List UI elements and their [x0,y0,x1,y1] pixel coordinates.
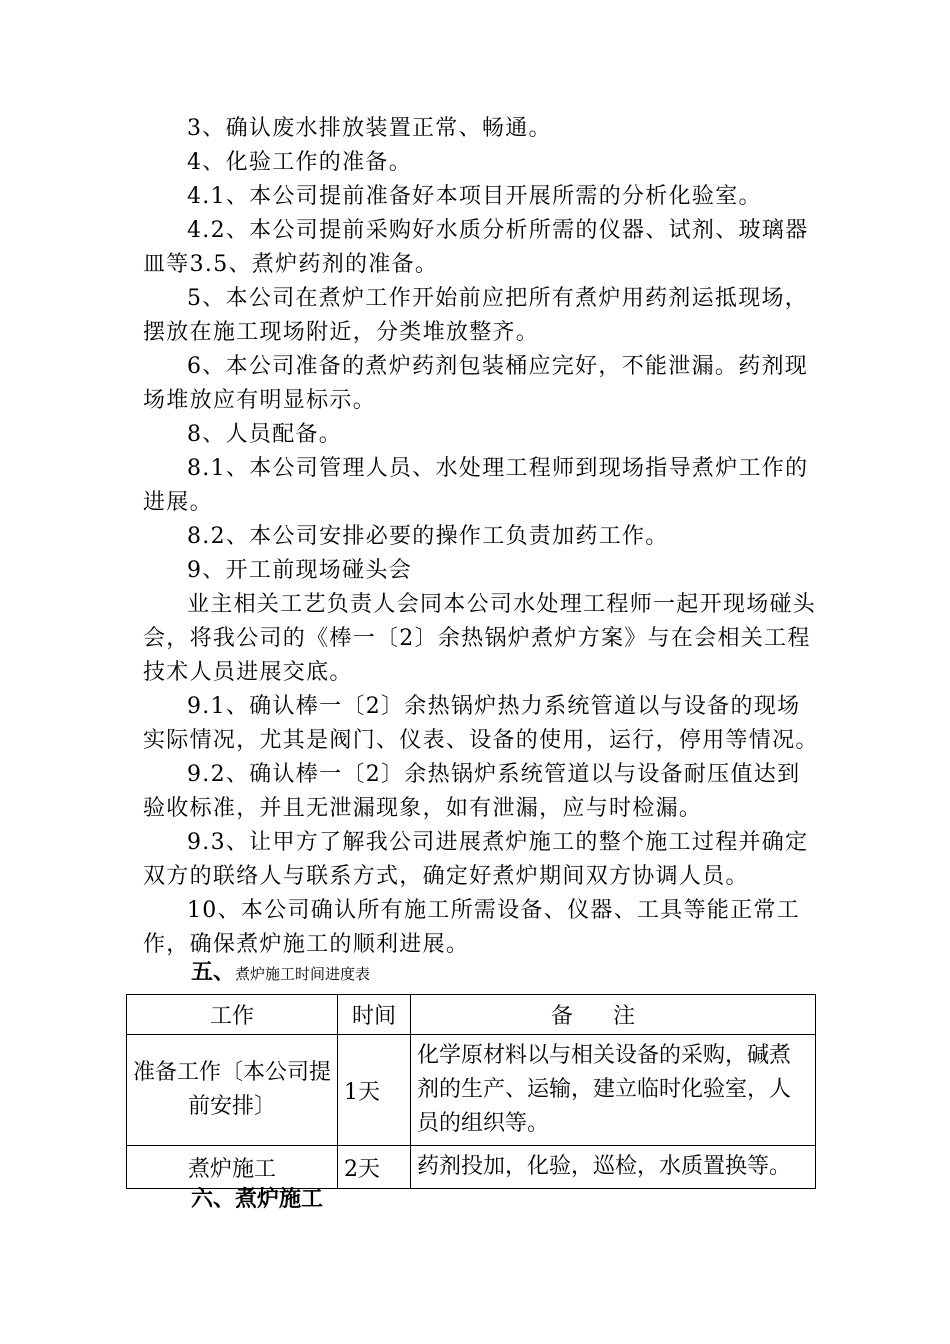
paragraph: 9、开工前现场碰头会 [187,558,412,583]
paragraph: 4、化验工作的准备。 [187,150,412,175]
document-body [143,112,823,962]
paragraph: 业主相关工艺负责人会同本公司水处理工程师一起开现场碰头会，将我公司的《棒一〔2〕余热锅炉煮炉方案》与在会相关工程技术人员进展交底。 [143,592,817,685]
paragraph: 8、人员配备。 [187,422,343,447]
table-cell: 1天 [338,1035,411,1146]
paragraph: 9.1、确认棒一〔2〕余热锅炉热力系统管道以与设备的现场实际情况，尤其是阀门、仪表、设备的使用，运行，停用等情况。 [143,694,819,753]
table-cell: 煮炉施工 [127,1146,338,1189]
paragraph: 10、本公司确认所有施工所需设备、仪器、工具等能正常工作，确保煮炉施工的顺利进展。 [143,898,801,957]
paragraph: 8.1、本公司管理人员、水处理工程师到现场指导煮炉工作的进展。 [143,456,809,515]
paragraph: 5、本公司在煮炉工作开始前应把所有煮炉用药剂运抵现场，摆放在施工现场附近，分类堆放整齐。 [143,286,809,345]
section-6-heading: 六、煮炉施工 [191,1187,324,1212]
table-row [127,1035,816,1146]
paragraph: 6、本公司准备的煮炉药剂包装桶应完好，不能泄漏。药剂现场堆放应有明显标示。 [143,354,809,413]
paragraph: 4.2、本公司提前采购好水质分析所需的仪器、试剂、玻璃器皿等3.5、煮炉药剂的准备。 [143,218,809,277]
table-cell: 化学原材料以与相关设备的采购，碱煮剂的生产、运输，建立临时化验室，人员的组织等。 [411,1035,816,1146]
paragraph: 3、确认废水排放装置正常、畅通。 [187,116,552,141]
table-header-row [127,995,816,1035]
section-5-heading [191,960,370,987]
paragraph: 9.2、确认棒一〔2〕余热锅炉系统管道以与设备耐压值达到验收标准，并且无泄漏现象，如有泄漏，应与时检漏。 [143,762,801,821]
section-title: 煮炉施工时间进度表 [235,965,371,983]
column-header: 备注 [411,995,816,1035]
paragraph: 9.3、让甲方了解我公司进展煮炉施工的整个施工过程并确定双方的联络人与联系方式，确定好煮炉期间双方协调人员。 [143,830,809,889]
table-cell: 药剂投加，化验，巡检，水质置换等。 [411,1146,816,1189]
table-cell: 准备工作〔本公司提前安排〕 [127,1035,338,1146]
column-header: 时间 [338,995,411,1035]
section-number: 五、 [191,960,236,985]
schedule-table [126,994,816,1189]
table-cell: 2天 [338,1146,411,1189]
paragraph: 8.2、本公司安排必要的操作工负责加药工作。 [187,524,669,549]
paragraph: 4.1、本公司提前准备好本项目开展所需的分析化验室。 [187,184,762,209]
column-header: 工作 [127,995,338,1035]
